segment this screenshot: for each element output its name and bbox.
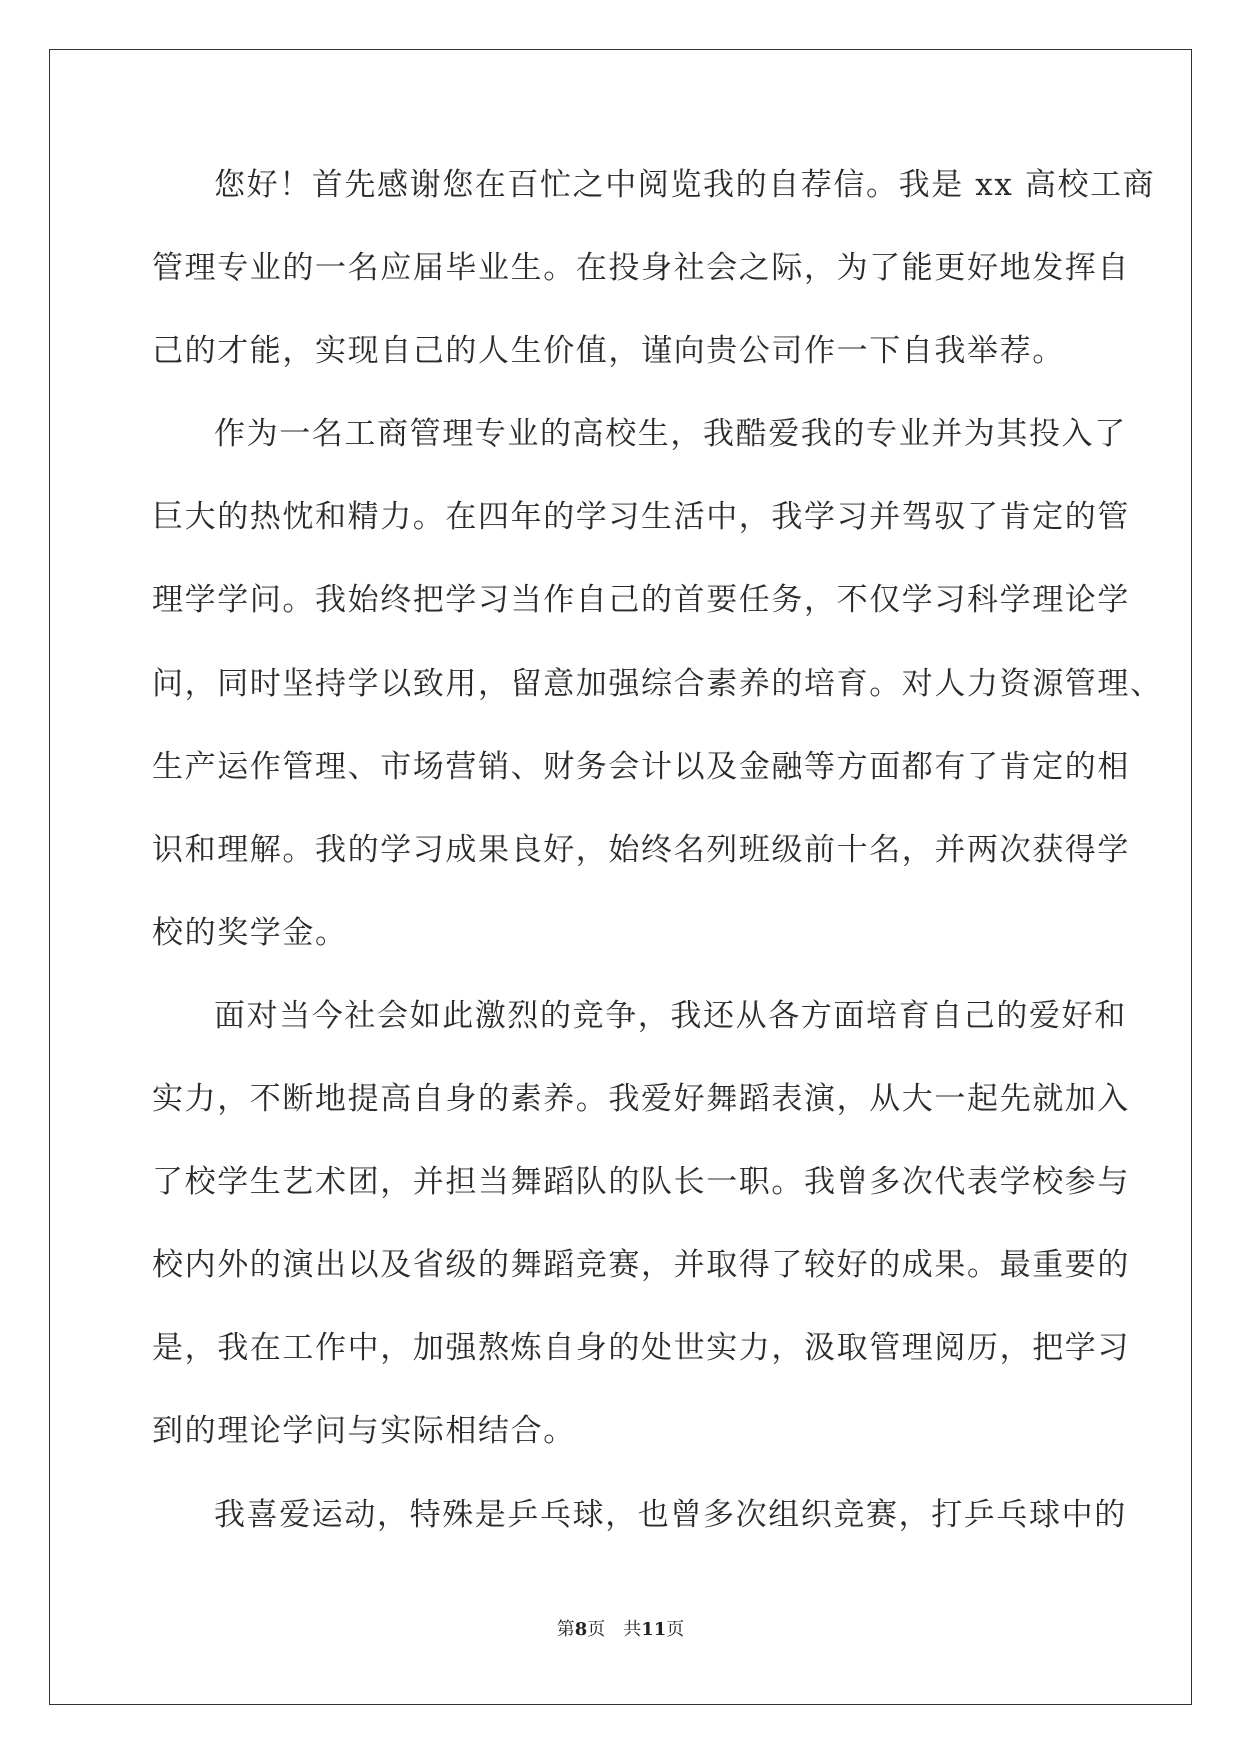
text-line: 我喜爱运动，特殊是乒乓球，也曾多次组织竞赛，打乒乓球中的	[214, 1496, 1127, 1533]
text-line: 面对当今社会如此激烈的竞争，我还从各方面培育自己的爱好和	[214, 997, 1127, 1034]
page-label-prefix: 第	[556, 1619, 575, 1640]
page-label-suffix: 页	[587, 1619, 606, 1640]
text-line: 管理专业的一名应届毕业生。在投身社会之际，为了能更好地发挥自	[152, 250, 1130, 287]
total-label-suffix: 页	[666, 1619, 685, 1640]
text-line: 巨大的热忱和精力。在四年的学习生活中，我学习并驾驭了肯定的管	[152, 499, 1130, 536]
text-line: 问，同时坚持学以致用，留意加强综合素养的培育。对人力资源管理、	[152, 665, 1163, 702]
text-line: 生产运作管理、市场营销、财务会计以及金融等方面都有了肯定的相	[152, 748, 1130, 785]
text-line: 识和理解。我的学习成果良好，始终名列班级前十名，并两次获得学	[152, 831, 1130, 868]
total-pages: 11	[641, 1619, 667, 1640]
text-line: 是，我在工作中，加强熬炼自身的处世实力，汲取管理阅历，把学习	[152, 1330, 1130, 1367]
text-line: 校内外的演出以及省级的舞蹈竞赛，并取得了较好的成果。最重要的	[152, 1247, 1130, 1284]
text-line: 实力，不断地提高自身的素养。我爱好舞蹈表演，从大一起先就加入	[152, 1081, 1130, 1118]
text-line: 理学学问。我始终把学习当作自己的首要任务，不仅学习科学理论学	[152, 582, 1130, 619]
text-line: 到的理论学问与实际相结合。	[152, 1413, 576, 1450]
total-label-prefix: 共	[623, 1619, 642, 1640]
page-footer	[0, 1618, 1241, 1642]
page-number: 8	[574, 1619, 588, 1640]
text-line: 己的才能，实现自己的人生价值，谨向贵公司作一下自我举荐。	[152, 333, 1065, 370]
text-line: 校的奖学金。	[152, 914, 348, 951]
text-line: 您好！首先感谢您在百忙之中阅览我的自荐信。我是 xx 高校工商	[214, 167, 1156, 203]
letter-body	[152, 165, 1163, 1578]
text-line: 了校学生艺术团，并担当舞蹈队的队长一职。我曾多次代表学校参与	[152, 1164, 1130, 1201]
text-line: 作为一名工商管理专业的高校生，我酷爱我的专业并为其投入了	[214, 416, 1127, 453]
